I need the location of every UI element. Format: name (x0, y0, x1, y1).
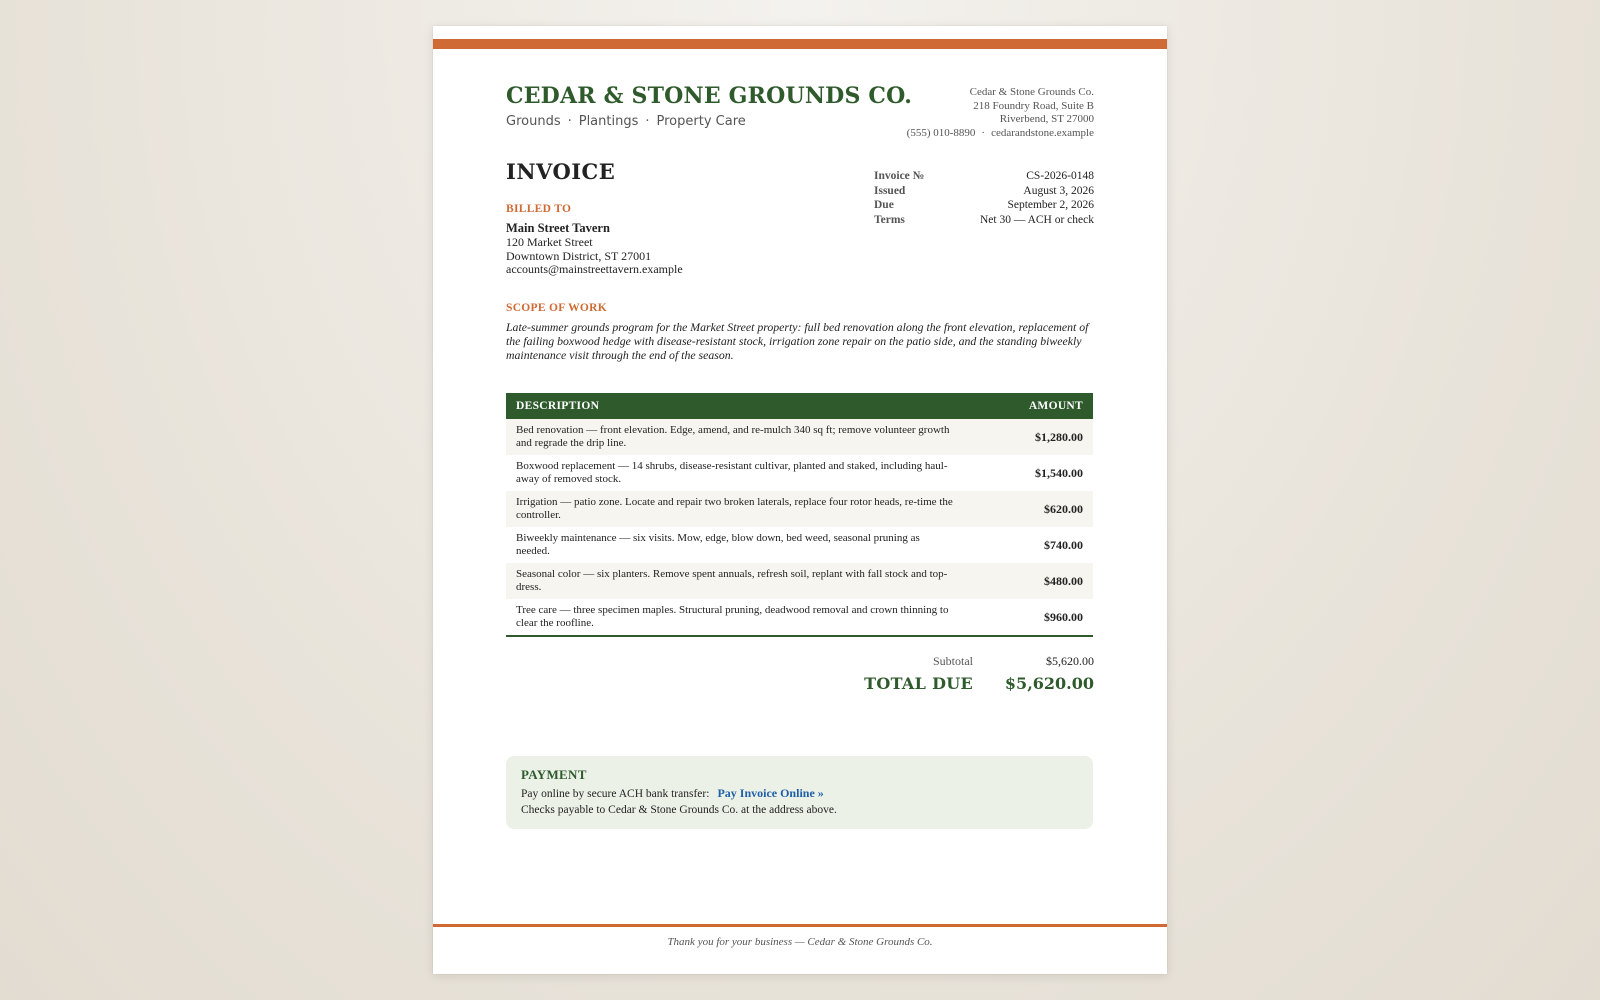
top-accent-rule (433, 39, 1167, 49)
total-due-label: TOTAL DUE (864, 674, 973, 693)
table-row (506, 419, 1093, 455)
company-name: CEDAR & STONE GROUNDS CO. (506, 83, 913, 109)
tagline-separator: · (645, 114, 650, 129)
company-address-line: Cedar & Stone Grounds Co. (969, 86, 1094, 98)
meta-row-number (874, 169, 1094, 184)
invoice-title: INVOICE (506, 159, 616, 184)
company-phone: (555) 010-8890 (906, 126, 976, 139)
invoice-sheet (433, 26, 1167, 974)
subtotal-value: $5,620.00 (1046, 654, 1094, 668)
scope-label: SCOPE OF WORK (506, 302, 608, 314)
line-item-description: Bed renovation — front elevation. Edge, amend, and re-mulch 340 sq ft; remove volunteer growth and regrade the drip line. (506, 419, 966, 455)
table-row (506, 563, 1093, 599)
table-row (506, 455, 1093, 491)
meta-row-issued (874, 184, 1094, 199)
invoice-meta (874, 169, 1094, 227)
client-address-line: Downtown District, ST 27001 (506, 248, 652, 263)
tagline-item: Plantings (578, 114, 639, 129)
client-address-line: 120 Market Street (506, 234, 593, 249)
company-tagline (506, 114, 746, 129)
line-item-amount: $480.00 (966, 563, 1093, 599)
payment-online-text: Pay online by secure ACH bank transfer: (521, 788, 710, 800)
contact-separator: · (981, 126, 986, 139)
line-item-amount: $1,280.00 (966, 419, 1093, 455)
meta-key: Invoice № (874, 170, 925, 182)
table-header-row (506, 393, 1093, 419)
meta-value: Net 30 — ACH or check (979, 213, 1094, 226)
company-address (907, 86, 1094, 140)
billed-to-block (506, 222, 683, 277)
line-item-description: Irrigation — patio zone. Locate and repair two broken laterals, replace four rotor heads, re-time the controller. (506, 491, 966, 527)
line-items-table (506, 393, 1093, 637)
payment-check-line: Checks payable to Cedar & Stone Grounds Co. at the address above. (521, 804, 837, 816)
line-item-description: Biweekly maintenance — six visits. Mow, edge, blow down, bed weed, seasonal pruning as needed. (516, 532, 920, 557)
meta-row-terms (874, 213, 1094, 228)
company-address-line: 218 Foundry Road, Suite B (973, 99, 1094, 112)
client-name: Main Street Tavern (506, 221, 610, 235)
company-address-line: Riverbend, ST 27000 (999, 113, 1094, 125)
payment-box (506, 756, 1093, 829)
line-item-amount: $1,540.00 (1035, 465, 1083, 480)
pay-invoice-online-link[interactable]: Pay Invoice Online » (717, 786, 824, 800)
tagline-separator: · (567, 114, 572, 129)
line-item-description: Seasonal color — six planters. Remove spent annuals, refresh soil, replant with fall stock and top-dress. (506, 563, 966, 599)
subtotal-label: Subtotal (932, 654, 973, 668)
table-row (506, 599, 1093, 636)
company-contact-line (907, 127, 1094, 141)
line-item-description: Boxwood replacement — 14 shrubs, disease-resistant cultivar, planted and staked, including haul-away of removed stock. (516, 460, 948, 485)
meta-row-due (874, 198, 1094, 213)
meta-value: August 3, 2026 (1023, 184, 1094, 197)
meta-key: Terms (874, 213, 905, 226)
billed-to-label: BILLED TO (506, 203, 572, 215)
tagline-item: Property Care (656, 114, 746, 129)
line-item-amount: $960.00 (966, 599, 1093, 636)
table-row (506, 527, 1093, 563)
column-header-description: DESCRIPTION (506, 393, 966, 419)
tagline-item: Grounds (506, 114, 561, 129)
line-item-amount: $620.00 (966, 491, 1093, 527)
column-header-amount: AMOUNT (966, 393, 1093, 419)
footer-note: Thank you for your business — Cedar & Stone Grounds Co. (667, 936, 933, 948)
client-email: accounts@mainstreettavern.example (506, 262, 683, 277)
payment-title: PAYMENT (521, 767, 587, 782)
payment-online-line (521, 786, 824, 801)
meta-value: September 2, 2026 (1007, 199, 1094, 211)
line-item-amount: $740.00 (1044, 537, 1083, 552)
meta-key: Due (874, 199, 894, 211)
meta-value: CS-2026-0148 (1026, 170, 1094, 182)
scope-description: Late-summer grounds program for the Market Street property: full bed renovation along the front elevation, replacement of the failing boxwood hedge with disease-resistant stock, irrigation zone repair on the patio side, and the standing biweekly maintenance visit through the end of the season. (506, 320, 1089, 362)
meta-key: Issued (874, 184, 906, 197)
bottom-accent-rule (433, 924, 1167, 927)
company-website: cedarandstone.example (991, 126, 1094, 139)
table-row (506, 491, 1093, 527)
total-due-value: $5,620.00 (1004, 674, 1094, 693)
line-item-description: Tree care — three specimen maples. Structural pruning, deadwood removal and crown thinning to clear the roofline. (506, 599, 966, 636)
